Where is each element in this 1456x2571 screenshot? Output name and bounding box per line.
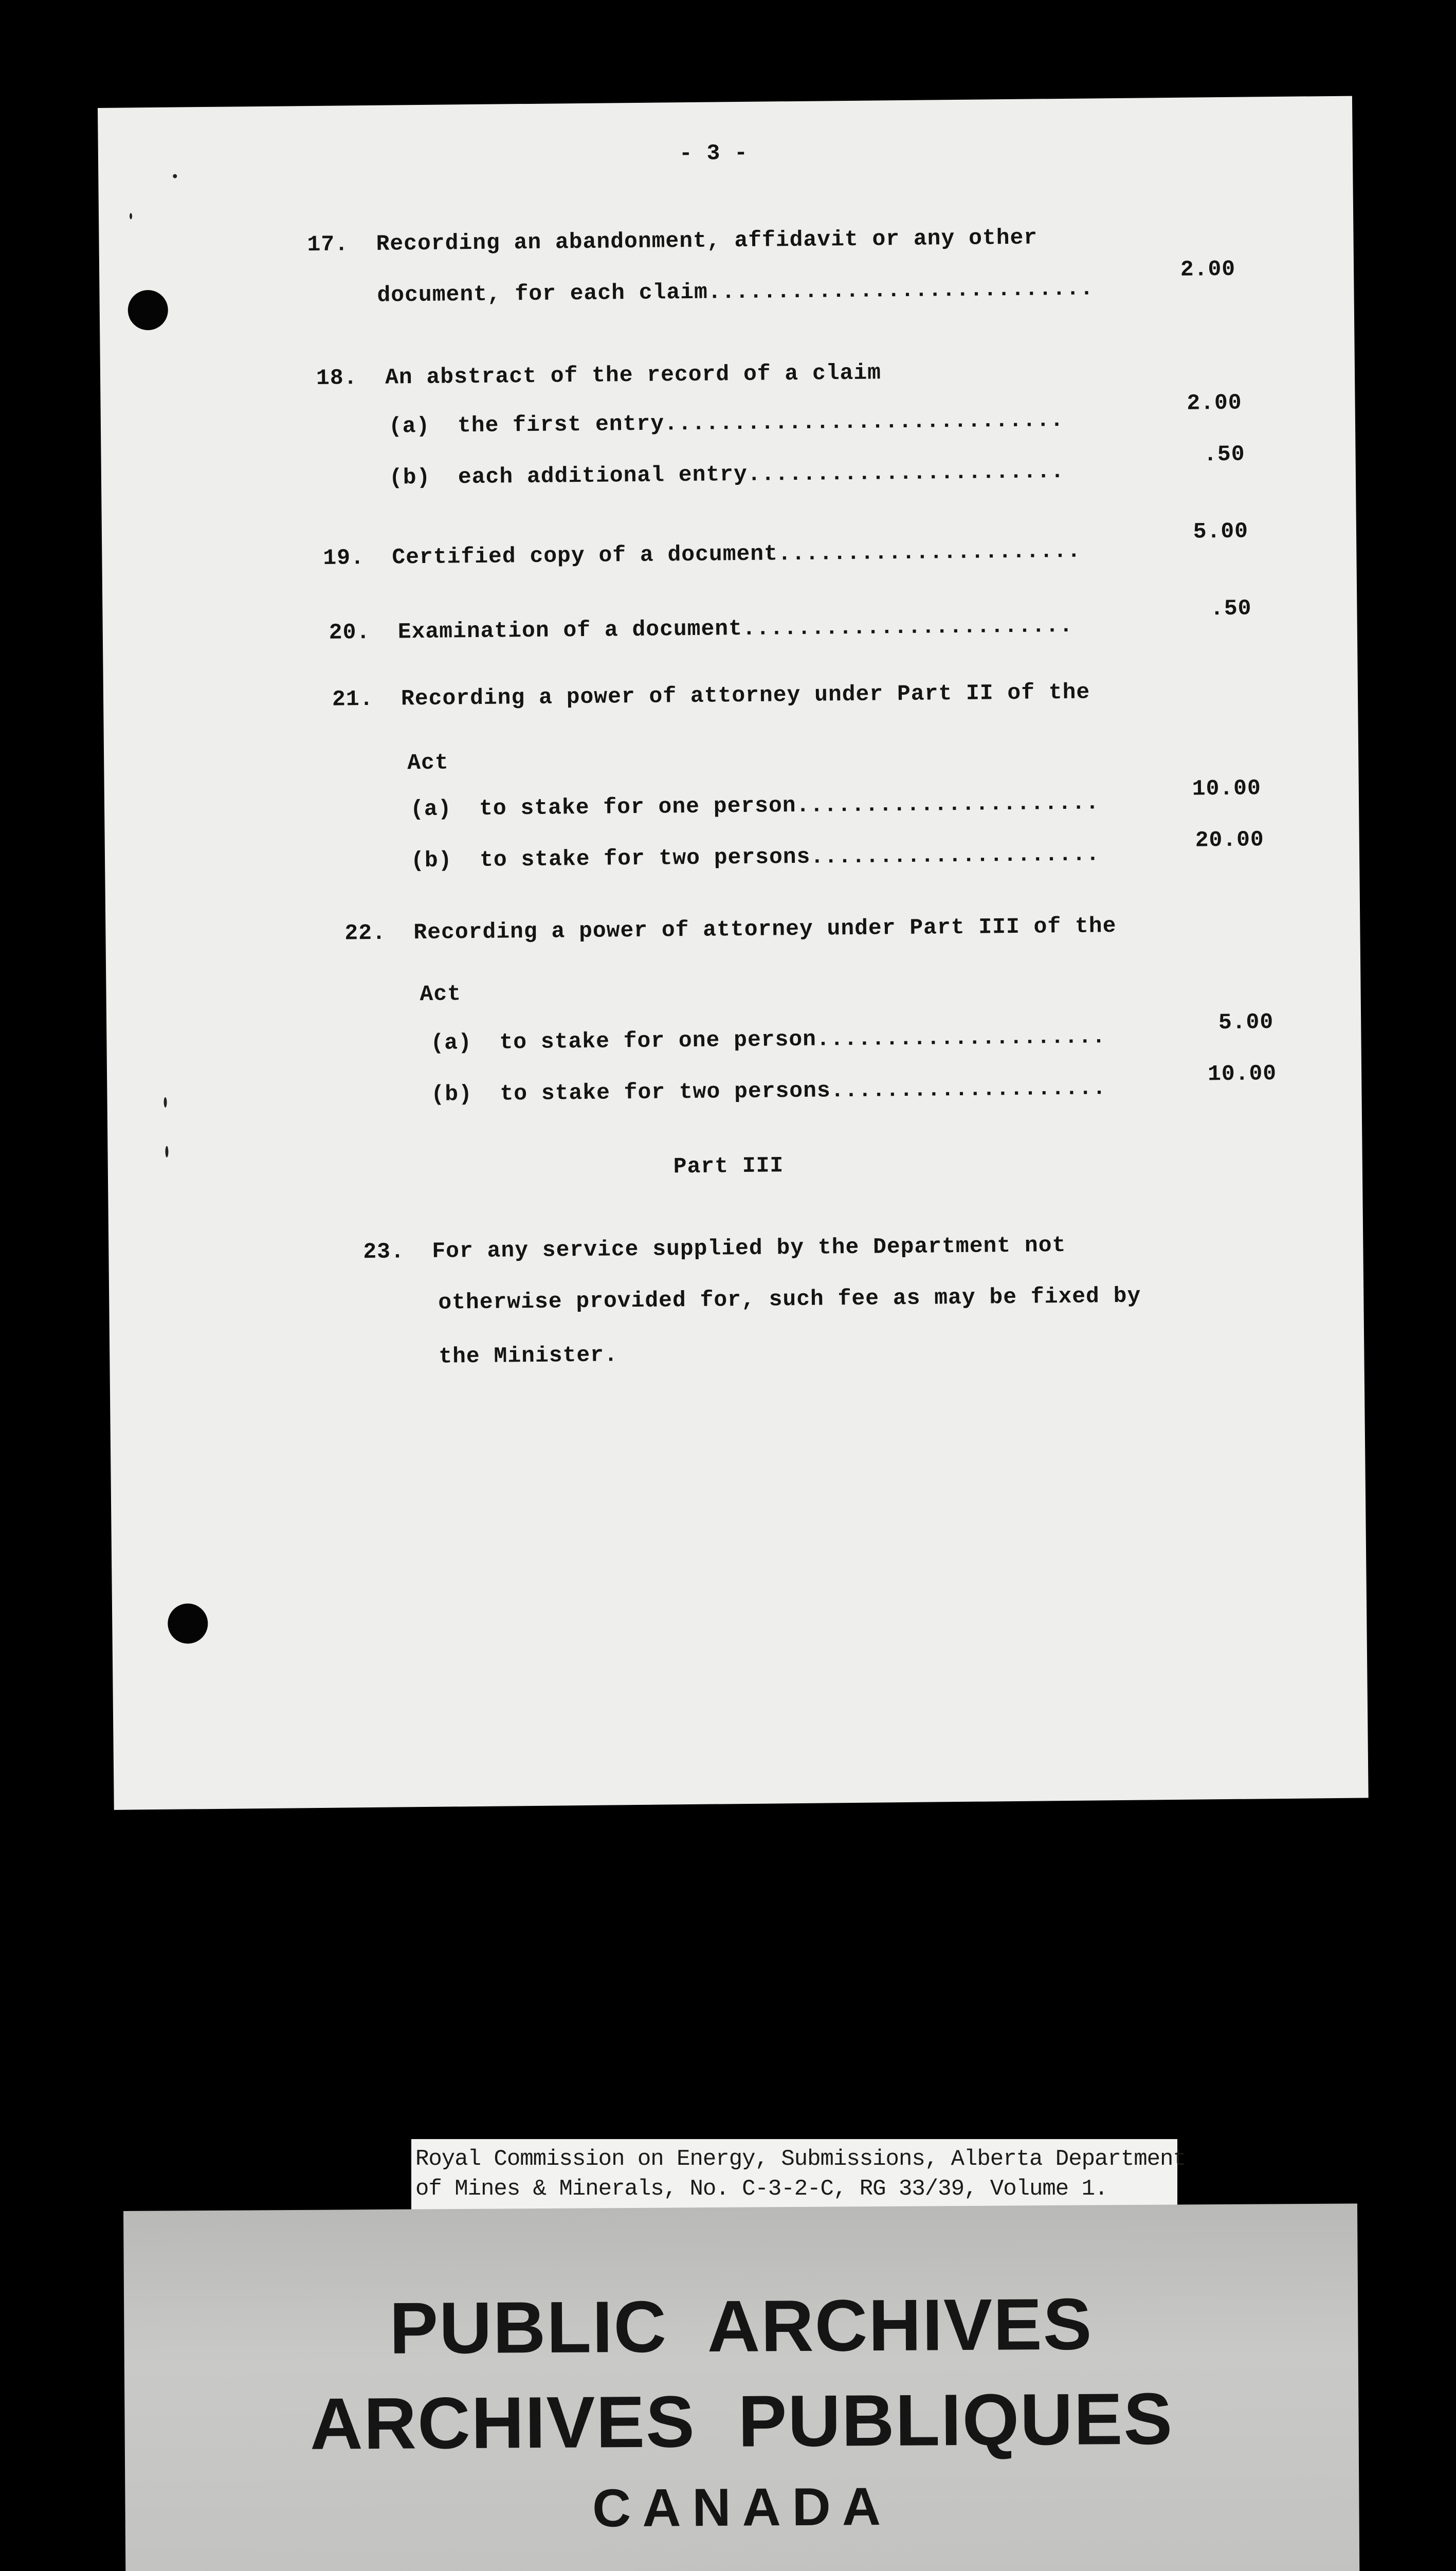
- item-23-line2: otherwise provided for, such fee as may be fixed by: [438, 1283, 1141, 1315]
- item-22-amount-b: 10.00: [1207, 1061, 1277, 1087]
- item-22-sub-b: (b) to stake for two persons....................: [431, 1075, 1107, 1107]
- scan-speck: [173, 174, 177, 178]
- item-21-sub-b: (b) to stake for two persons.....................: [410, 841, 1100, 874]
- item-18-amount-a: 2.00: [1187, 390, 1242, 416]
- item-18-sub-a: (a) the first entry.............................: [388, 407, 1064, 439]
- scan-speck: [165, 1146, 168, 1157]
- punch-hole-top: [128, 290, 168, 331]
- item-23-line1: 23. For any service supplied by the Department not: [363, 1233, 1066, 1265]
- item-17-line1: 17. Recording an abandonment, affidavit or any other: [307, 225, 1038, 258]
- citation-line2: of Mines & Minerals, No. C-3-2-C, RG 33/39, Volume 1.: [415, 2176, 1108, 2202]
- item-21-line2: Act: [407, 750, 449, 776]
- stamp-line-country: CANADA: [592, 2476, 893, 2539]
- punch-hole-bottom: [168, 1603, 208, 1644]
- part-iii-heading: Part III: [673, 1153, 784, 1180]
- citation-line1: Royal Commission on Energy, Submissions, Alberta Department: [415, 2146, 1186, 2172]
- item-21-amount-a: 10.00: [1192, 775, 1262, 802]
- item-17-line2: document, for each claim............................: [377, 276, 1094, 308]
- item-21-line1: 21. Recording a power of attorney under Part II of the: [332, 679, 1090, 712]
- item-21-sub-a: (a) to stake for one person......................: [410, 790, 1100, 822]
- citation-label: [411, 2139, 1186, 2211]
- item-19-line1: 19. Certified copy of a document......................: [323, 538, 1081, 571]
- item-19-amount: 5.00: [1193, 518, 1249, 545]
- item-22-sub-a: (a) to stake for one person.....................: [430, 1024, 1106, 1056]
- archives-stamp: [123, 2203, 1359, 2571]
- item-22-line2: Act: [420, 981, 462, 1007]
- item-20-line1: 20. Examination of a document........................: [329, 612, 1073, 645]
- item-18-sub-b: (b) each additional entry.......................: [389, 458, 1065, 491]
- item-22-line1: 22. Recording a power of attorney under Part III of the: [344, 913, 1117, 946]
- scan-speck: [130, 213, 132, 219]
- stamp-line-french: ARCHIVES PUBLIQUES: [310, 2378, 1174, 2465]
- item-17-amount: 2.00: [1180, 256, 1236, 282]
- item-20-amount: .50: [1210, 595, 1252, 622]
- page-number: - 3 -: [679, 140, 749, 167]
- item-22-amount-a: 5.00: [1218, 1009, 1274, 1036]
- document-page: [98, 96, 1369, 1810]
- item-21-amount-b: 20.00: [1195, 827, 1264, 853]
- scan-speck: [163, 1097, 167, 1108]
- stamp-line-english: PUBLIC ARCHIVES: [389, 2283, 1093, 2369]
- item-18-line1: 18. An abstract of the record of a claim: [316, 360, 882, 391]
- item-23-line3: the Minister.: [439, 1342, 618, 1369]
- item-18-amount-b: .50: [1203, 441, 1245, 467]
